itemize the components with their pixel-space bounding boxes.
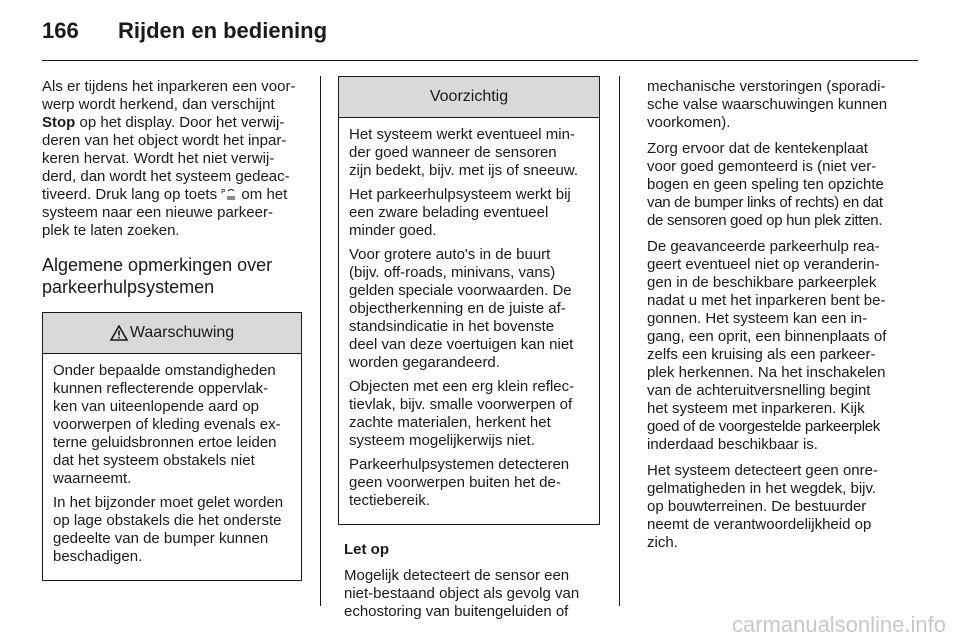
warning-triangle-icon xyxy=(110,325,128,341)
parking-assist-icon xyxy=(221,187,237,201)
caution-box xyxy=(338,76,600,525)
column-3 xyxy=(647,78,927,560)
caution-box-header xyxy=(339,77,599,118)
warning-paragraph-1: Onder bepaalde omstandigheden kunnen reflecterende oppervlak- ken van uiteenlopende aard op voorwerpen of kleding evenals ex- terne geluidsbronnen ertoe leiden dat het systeem obstakels niet waarneemt. xyxy=(53,362,281,487)
warning-box xyxy=(42,312,302,581)
stop-word: Stop xyxy=(42,114,76,131)
caution-paragraph-1: Het systeem werkt eventueel min- der goed wanneer de sensoren zijn bedekt, bijv. met ijs of sneeuw. xyxy=(349,126,578,179)
column-divider-2 xyxy=(619,76,620,606)
intro-paragraph: Als er tijdens het inparkeren een voor- werp wordt herkend, dan verschijnt Stop op het display. Door het verwij- deren van het object wordt het inpar- keren hervat. Wordt het niet verwij- derd, dan wordt het systeem gedeac- tiveerd. Druk lang op toets P om het systeem naar een nieuwe parkeer- plek te laten zoeken. xyxy=(42,78,296,239)
column3-paragraph-3: De geavanceerde parkeerhulp rea- geert eventueel niet op veranderin- gen in de beschikbare parkeerplek nadat u met het inparkeren bent be- gonnen. Het systeem kan een in- gang, een oprit, een binnenplaats of zelfs een kruising als een parkeer- plek herkennen. Na het inschakelen van de achteruitversnelling begint het systeem met inparkeren. Kijk goed of de voorgestelde parkeerplek inderdaad beschikbaar is. xyxy=(647,238,887,453)
column-divider-1 xyxy=(320,76,321,606)
header-rule xyxy=(42,60,918,61)
column-2 xyxy=(338,76,606,629)
warning-title: Waarschuwing xyxy=(129,324,235,341)
column3-paragraph-1: mechanische verstoringen (sporadi- sche valse waarschuwingen kunnen voorkomen). xyxy=(647,78,888,131)
chapter-title: Rijden en bediening xyxy=(118,18,328,43)
note-block xyxy=(338,541,606,621)
warning-paragraph-2: In het bijzonder moet gelet worden op lage obstakels die het onderste gedeelte van de bumper kunnen beschadigen. xyxy=(53,494,284,565)
watermark: carmanualsonline.info xyxy=(731,612,946,637)
caution-paragraph-5: Parkeerhulpsystemen detecteren geen voorwerpen buiten het de- tectiebereik. xyxy=(349,456,570,509)
svg-text:P: P xyxy=(221,188,226,196)
column3-paragraph-4: Het systeem detecteert geen onre- gelmatigheden in het wegdek, bijv. op bouwterreinen. De bestuurder neemt de verantwoordelijkheid op zich. xyxy=(647,462,878,551)
warning-box-body xyxy=(43,354,301,580)
caution-box-body xyxy=(339,118,599,524)
caution-paragraph-4: Objecten met een erg klein reflec- tievlak, bijv. smalle voorwerpen of zachte materialen, herkent het systeem mogelijkerwijs niet. xyxy=(349,378,575,449)
caution-title: Voorzichtig xyxy=(429,88,509,105)
column-1 xyxy=(42,78,306,581)
page-number: 166 xyxy=(42,18,79,43)
caution-paragraph-3: Voor grotere auto's in de buurt (bijv. off-roads, minivans, vans) gelden speciale voorwaarden. De objectherkenning en de juiste af- standsindicatie in het bovenste deel van deze voertuigen kan niet worden gegarandeerd. xyxy=(349,246,574,371)
note-text: Mogelijk detecteert de sensor een niet-bestaand object als gevolg van echostoring van buitengeluiden of xyxy=(344,567,580,620)
caution-paragraph-2: Het parkeerhulpsysteem werkt bij een zware belading eventueel minder goed. xyxy=(349,186,571,239)
note-title: Let op xyxy=(344,541,389,558)
warning-box-header xyxy=(43,313,301,354)
column3-paragraph-2: Zorg ervoor dat de kentekenplaat voor goed gemonteerd is (niet ver- bogen en geen speling ten opzichte van de bumper links of rechts) en dat de sensoren goed op hun plek zitten. xyxy=(647,140,884,229)
section-heading: Algemene opmerkingen over parkeerhulpsystemen xyxy=(42,255,273,297)
